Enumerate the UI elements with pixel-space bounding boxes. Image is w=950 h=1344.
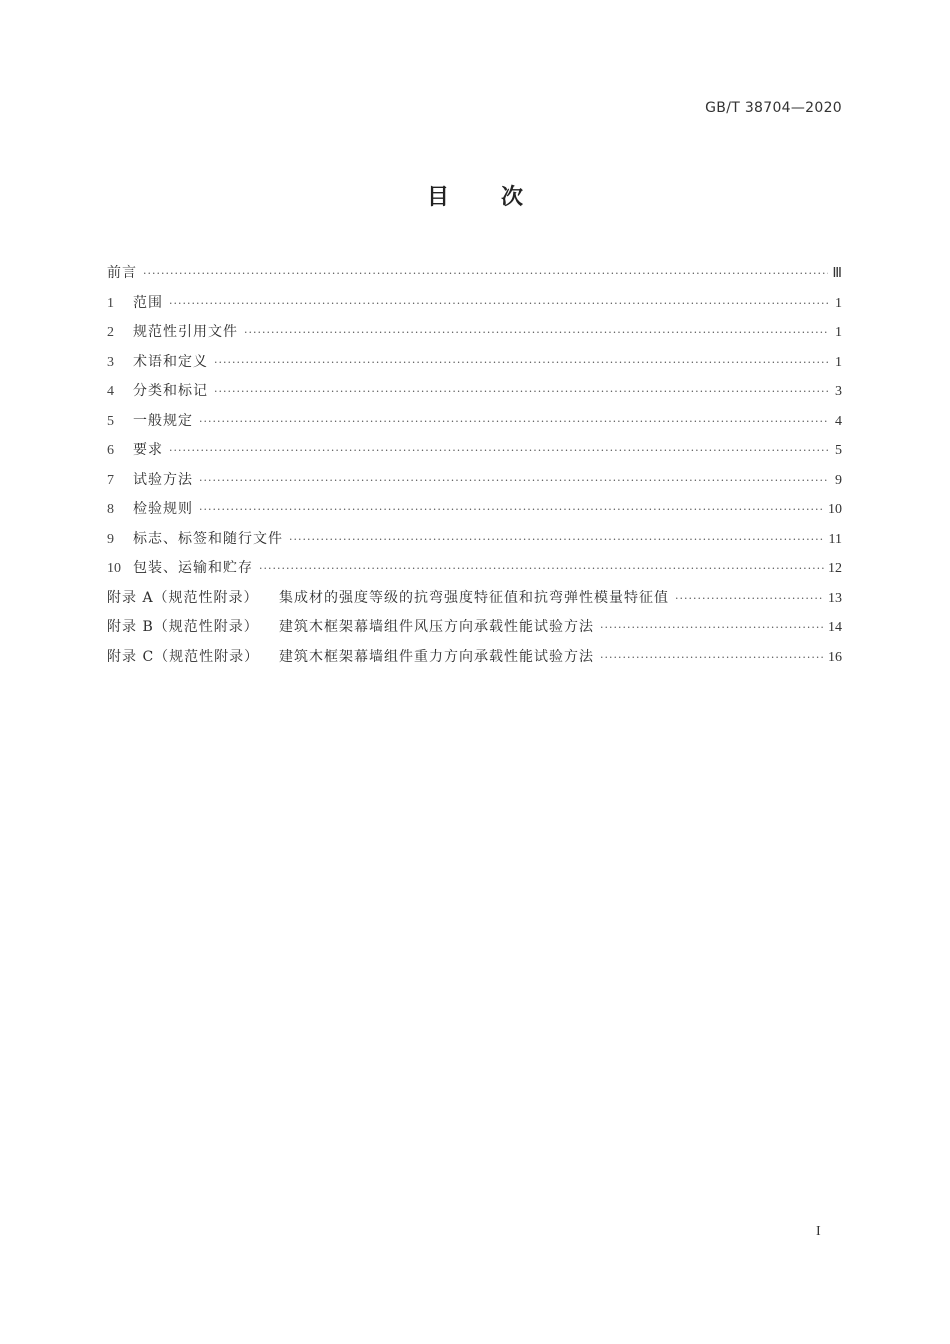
toc-appendix-b[interactable] (107, 613, 842, 643)
table-of-contents (107, 259, 842, 672)
toc-leader-dots (169, 289, 828, 319)
toc-entry-2[interactable] (107, 318, 842, 348)
toc-entry-number: 9 (107, 531, 114, 547)
toc-entry-label: 试验方法 (133, 471, 193, 488)
toc-entry-number: 4 (107, 384, 114, 399)
toc-appendix-page: 13 (828, 590, 842, 606)
toc-entry-page: 12 (828, 561, 842, 576)
toc-entry-9[interactable] (107, 525, 842, 555)
toc-leader-dots (214, 377, 828, 407)
toc-entry-number: 7 (107, 472, 114, 488)
toc-leader-dots (169, 436, 828, 466)
toc-entry-label: 一般规定 (133, 412, 193, 429)
toc-leader-dots (199, 407, 828, 437)
toc-entry-number: 6 (107, 443, 114, 458)
toc-entry-label: 要求 (133, 442, 163, 458)
toc-entry-number: 1 (107, 295, 114, 311)
toc-leader-dots (600, 643, 824, 673)
toc-entry-6[interactable] (107, 436, 842, 466)
toc-entry-5[interactable] (107, 407, 842, 437)
toc-entry-page: 4 (835, 413, 842, 429)
toc-leader-dots (675, 584, 824, 614)
toc-entry-7[interactable] (107, 466, 842, 496)
standard-code: GB/T 38704—2020 (705, 100, 842, 116)
toc-entry-label: 包装、运输和贮存 (133, 560, 253, 576)
toc-leader-dots (289, 525, 825, 555)
toc-entry-number: 2 (107, 325, 114, 340)
toc-leader-dots (143, 259, 828, 289)
toc-entry-label: 范围 (133, 294, 163, 311)
toc-appendix-label: 集成材的强度等级的抗弯强度特征值和抗弯弹性模量特征值 (279, 589, 669, 606)
toc-appendix-c[interactable] (107, 643, 842, 673)
toc-entry-number: 5 (107, 413, 114, 429)
toc-entry-page: 9 (835, 472, 842, 488)
toc-entry-page: 11 (828, 531, 842, 547)
toc-appendix-label: 建筑木框架幕墙组件重力方向承载性能试验方法 (279, 648, 594, 665)
toc-entry-4[interactable] (107, 377, 842, 407)
toc-leader-dots (244, 318, 828, 348)
toc-appendix-prefix: 附录 C（规范性附录） (107, 648, 260, 665)
toc-entry-10[interactable] (107, 554, 842, 584)
toc-entry-page: 5 (835, 443, 842, 458)
toc-entry-label: 检验规则 (133, 501, 193, 517)
toc-entry-page: 10 (828, 502, 842, 517)
toc-appendix-prefix: 附录 A（规范性附录） (107, 589, 259, 606)
toc-entry-3[interactable] (107, 348, 842, 378)
toc-entry-page: 1 (835, 295, 842, 311)
toc-entry-page: 3 (835, 384, 842, 399)
toc-entry-page: Ⅲ (832, 266, 842, 281)
toc-entry-page: 1 (835, 354, 842, 370)
toc-appendix-page: 14 (828, 620, 842, 635)
toc-leader-dots (214, 348, 828, 378)
toc-appendix-page: 16 (828, 649, 842, 665)
toc-entry-foreword[interactable] (107, 259, 842, 289)
toc-entry-label: 标志、标签和随行文件 (133, 530, 283, 547)
toc-entry-1[interactable] (107, 289, 842, 319)
toc-entry-label: 术语和定义 (133, 353, 208, 370)
toc-entry-number: 10 (107, 561, 121, 576)
toc-leader-dots (199, 495, 824, 525)
toc-entry-8[interactable] (107, 495, 842, 525)
toc-leader-dots (600, 613, 824, 643)
toc-entry-number: 3 (107, 354, 114, 370)
toc-leader-dots (199, 466, 828, 496)
toc-leader-dots (259, 554, 824, 584)
toc-entry-number: 8 (107, 502, 114, 517)
toc-title: 目次 (426, 185, 575, 210)
toc-appendix-prefix: 附录 B（规范性附录） (107, 619, 259, 635)
toc-appendix-label: 建筑木框架幕墙组件风压方向承载性能试验方法 (279, 619, 594, 635)
toc-entry-page: 1 (835, 325, 842, 340)
toc-entry-label: 规范性引用文件 (133, 324, 238, 340)
page-number: I (816, 1224, 821, 1239)
toc-appendix-a[interactable] (107, 584, 842, 614)
toc-entry-label: 前言 (107, 265, 137, 281)
toc-entry-label: 分类和标记 (133, 383, 208, 399)
